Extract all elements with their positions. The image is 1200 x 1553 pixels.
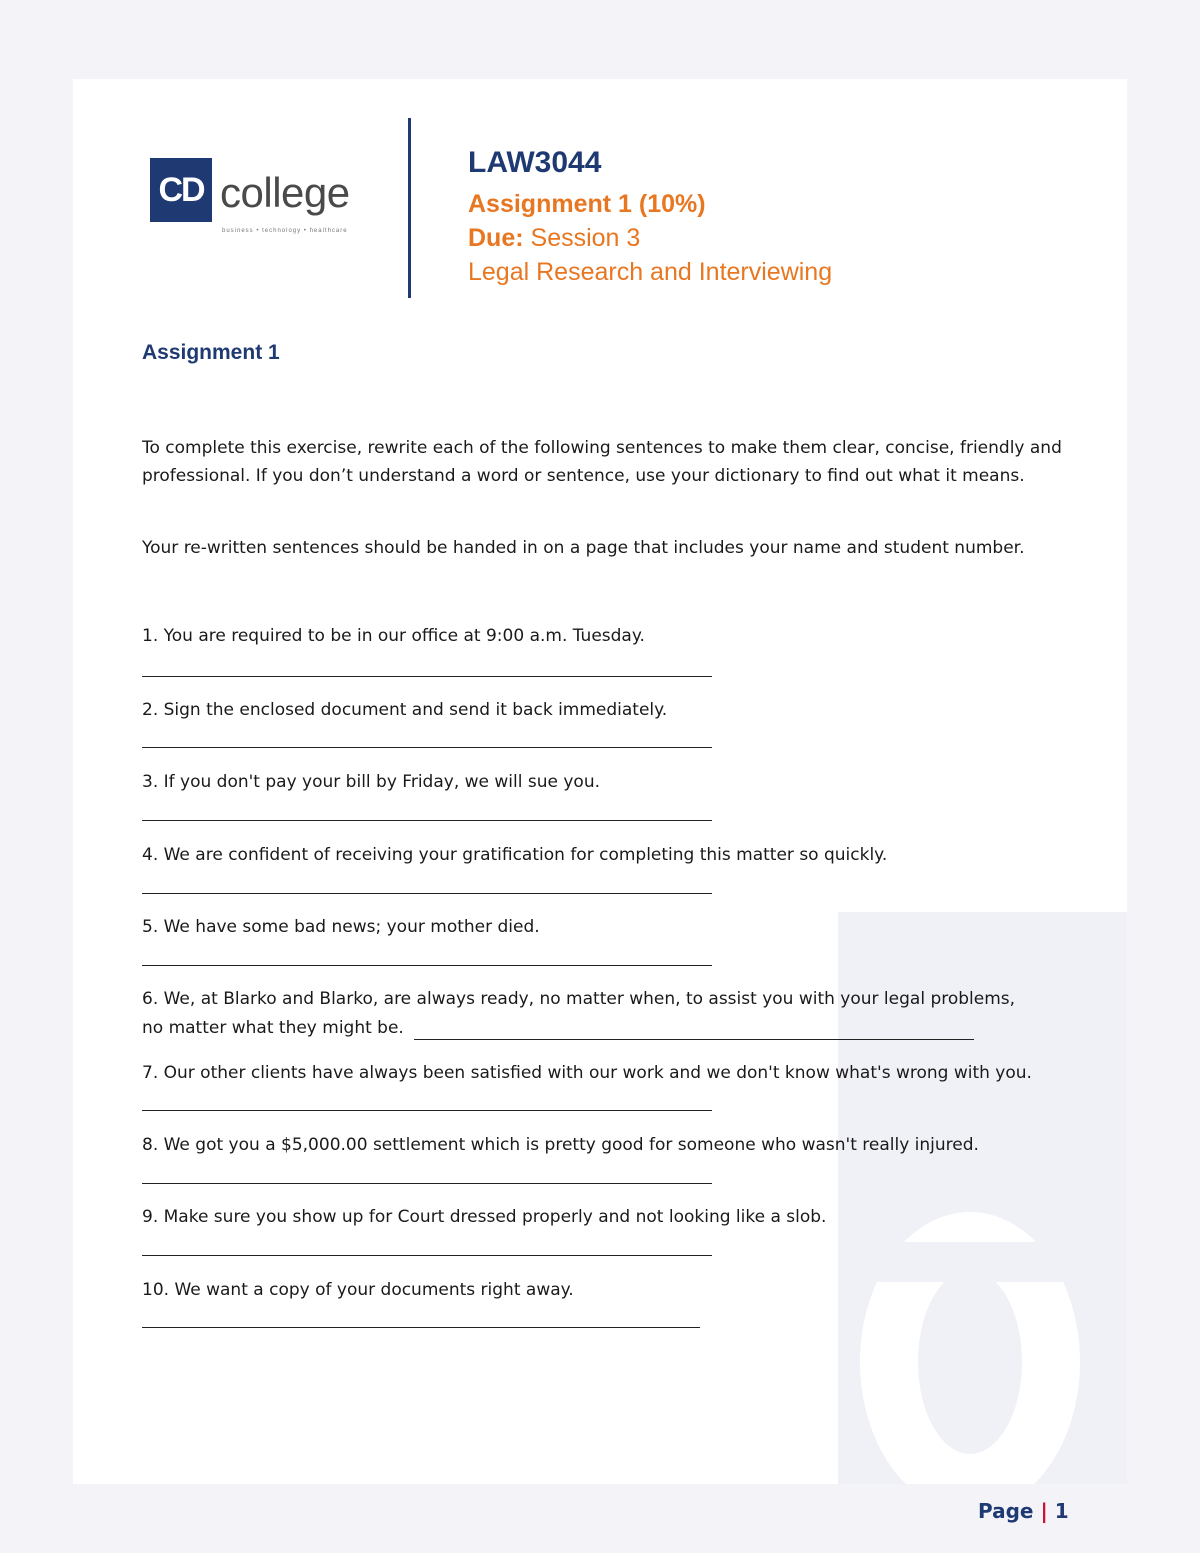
answer-line-4[interactable] bbox=[142, 893, 712, 894]
page-number: 1 bbox=[1054, 1499, 1069, 1523]
question-1: 1. You are required to be in our office at 9:00 a.m. Tuesday. bbox=[142, 626, 645, 646]
course-code: LAW3044 bbox=[468, 146, 602, 179]
question-7: 7. Our other clients have always been satisfied with our work and we don't know what's wrong with you. bbox=[142, 1063, 1032, 1083]
answer-line-1[interactable] bbox=[142, 676, 712, 677]
answer-line-2[interactable] bbox=[142, 747, 712, 748]
course-name: Legal Research and Interviewing bbox=[468, 258, 833, 286]
logo-wordmark: college bbox=[220, 169, 350, 216]
instruction-paragraph: To complete this exercise, rewrite each of the following sentences to make them clear, concise, friendly and professional. If you don’t understand a word or sentence, use your dictionary to find out what it means. bbox=[142, 438, 1062, 486]
page-label: Page bbox=[978, 1499, 1034, 1523]
answer-line-7[interactable] bbox=[142, 1110, 712, 1111]
watermark-bar bbox=[838, 1242, 1127, 1282]
due-line bbox=[468, 224, 640, 253]
logo-tagline: business • technology • healthcare bbox=[222, 228, 348, 234]
question-3: 3. If you don't pay your bill by Friday, we will sue you. bbox=[142, 772, 601, 792]
page-number-footer bbox=[978, 1499, 1069, 1523]
answer-line-5[interactable] bbox=[142, 965, 712, 966]
question-8: 8. We got you a $5,000.00 settlement which is pretty good for someone who wasn't really injured. bbox=[142, 1135, 979, 1155]
question-4: 4. We are confident of receiving your gratification for completing this matter so quickly. bbox=[142, 845, 888, 865]
question-6: 6. We, at Blarko and Blarko, are always ready, no matter when, to assist you with your legal problems, bbox=[142, 989, 1016, 1009]
question-10: 10. We want a copy of your documents right away. bbox=[142, 1280, 574, 1300]
section-title: Assignment 1 bbox=[142, 341, 280, 364]
answer-line-3[interactable] bbox=[142, 820, 712, 821]
answer-line-9[interactable] bbox=[142, 1255, 712, 1256]
logo-mark: CD bbox=[150, 158, 212, 222]
answer-line-10[interactable] bbox=[142, 1327, 700, 1328]
due-label: Due: bbox=[468, 224, 524, 252]
question-5: 5. We have some bad news; your mother died. bbox=[142, 917, 540, 937]
footer-separator: | bbox=[1040, 1499, 1048, 1523]
submission-note: Your re-written sentences should be handed in on a page that includes your name and student number. bbox=[142, 538, 1025, 558]
header-divider bbox=[408, 118, 411, 298]
assignment-weight: Assignment 1 (10%) bbox=[468, 190, 706, 218]
answer-line-6[interactable] bbox=[414, 1039, 974, 1040]
question-6-continued: no matter what they might be. bbox=[142, 1018, 404, 1038]
due-value: Session 3 bbox=[530, 224, 641, 252]
answer-line-8[interactable] bbox=[142, 1183, 712, 1184]
question-2: 2. Sign the enclosed document and send it back immediately. bbox=[142, 700, 668, 720]
question-9: 9. Make sure you show up for Court dressed properly and not looking like a slob. bbox=[142, 1207, 827, 1227]
